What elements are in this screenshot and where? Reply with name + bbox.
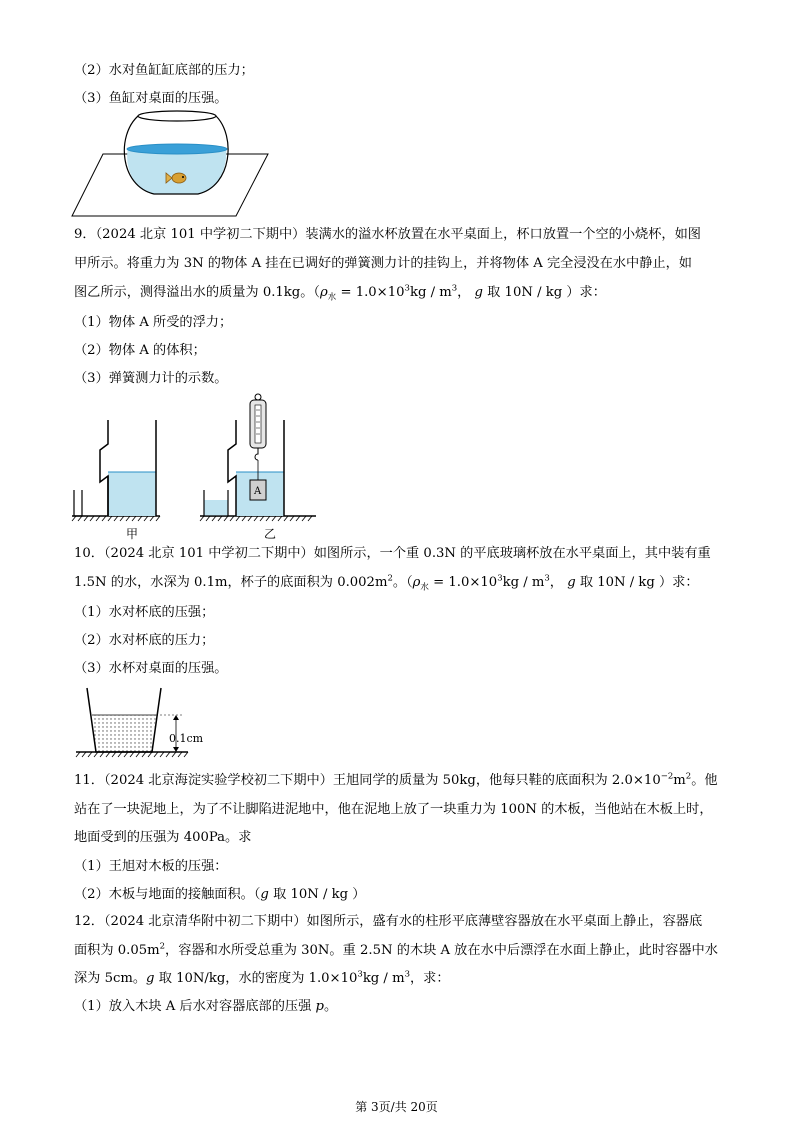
q11-line2: 站在了一块泥地上，为了不让脚陷进泥地中，他在泥地上放了一块重力为 100N 的木板，当他站在木板上时， [74, 802, 713, 817]
q9-line3: 图乙所示，测得溢出水的质量为 0.1kg。（$\rho_水 = 1.0\times 10^3kg / m^3$， g 取 10N / kg ）求： [74, 283, 606, 303]
q12-line3-text: 深为 5cm。 [74, 971, 147, 986]
q12-sub1 [74, 998, 724, 1016]
overflow-cup-figure [68, 392, 320, 544]
q12-sub1-end: 。 [323, 999, 338, 1014]
q10-line2: 1.5N 的水，水深为 0.1m，杯子的底面积为 $0.002m^2$。（$\rho_水 = 1.0\times 10^3kg / m^3$， g 取 10N / kg ）求： [74, 573, 699, 593]
q8-sub3: （3）鱼缸对桌面的压强。 [74, 91, 228, 106]
q11-sub2 [74, 886, 724, 904]
q10-sub2: （2）水对杯底的压力； [74, 633, 215, 648]
q9-sub1: （1）物体 A 所受的浮力； [74, 315, 233, 330]
q10-sub3: （3）水杯对桌面的压强。 [74, 661, 228, 676]
q9-line3-text: 图乙所示，测得溢出水的质量为 0.1kg。（ [74, 285, 320, 300]
glass-figure [70, 682, 220, 762]
q12-p: p [315, 999, 324, 1014]
q10-rho-sub: 水 [420, 582, 429, 593]
q9-unit-exp: 3 [451, 283, 458, 294]
overflow-water [204, 500, 228, 516]
label-a: A [254, 486, 262, 497]
q10-exp2: 2 [387, 573, 393, 584]
q12-line2 [74, 942, 724, 960]
q9-g: g [474, 285, 483, 300]
q12-unit: kg / m [362, 971, 405, 986]
q12-line3 [74, 970, 724, 988]
q11-exp: −2 [660, 771, 674, 782]
water-surface [127, 144, 227, 154]
q12-unit-exp: 3 [404, 969, 410, 980]
q12-line3-b: 取 10N/kg，水的密度为 1.0×10 [154, 971, 358, 986]
q11-line1-end: 。他 [691, 773, 718, 788]
q11-sub2-end: 取 10N / kg ） [268, 887, 366, 902]
q12-line3-end: ，求： [410, 971, 450, 986]
spring-scale-icon [250, 394, 266, 480]
q11-g: g [260, 887, 269, 902]
q12-line2-b: ，容器和水所受总重为 30N。重 2.5N 的木块 A 放在水中后漂浮在水面上静止，此时容器中水 [165, 943, 718, 958]
q11-sub2-text: （2）木板与地面的接触面积。（ [74, 887, 261, 902]
q10-line1: 10．（2024 北京 101 中学初二下期中）如图所示，一个重 0.3N 的平底玻璃杯放在水平桌面上，其中装有重 [74, 546, 711, 561]
q9-unit: kg / m [409, 285, 452, 300]
depth-label: 0.1cm [169, 732, 204, 745]
q9-rho-sub: 水 [327, 292, 337, 303]
page-footer: 第 3页/共 20页 [355, 1100, 438, 1114]
q9-line1: 9．（2024 北京 101 中学初二下期中）装满水的溢水杯放置在水平桌面上，杯口放置一个空的小烧杯，如图 [74, 227, 701, 242]
q10-rho: ρ [412, 575, 421, 590]
q10-g: g [567, 575, 576, 590]
q12-line2-text: 面积为 0.05m [74, 943, 160, 958]
q11-unit-exp: 2 [685, 771, 692, 782]
q9-eq: = 1.0×10 [336, 285, 405, 300]
q10-g-val: 取 10N / kg ）求： [575, 575, 699, 590]
q11-line3: 地面受到的压强为 400Pa。求 [74, 830, 252, 845]
q9-line2: 甲所示。将重力为 3N 的物体 A 挂在已调好的弹簧测力计的挂钩上，并将物体 A 完全浸没在水中静止，如 [74, 256, 692, 271]
glass-water [92, 715, 156, 752]
q9-g-val: 取 10N / kg ）求： [482, 285, 606, 300]
q8-sub2: （2）水对鱼缸缸底部的压力； [74, 63, 254, 78]
label-jia: 甲 [126, 527, 139, 541]
q12-sub1-text: （1）放入木块 A 后水对容器底部的压强 [74, 999, 316, 1014]
q12-exp2: 2 [159, 941, 166, 952]
q9-sub3: （3）弹簧测力计的示数。 [74, 371, 228, 386]
q10-line2-b: 。（ [392, 575, 413, 590]
q10-sub1: （1）水对杯底的压强； [74, 605, 215, 620]
q11-unit: m [673, 773, 686, 788]
q10-unit-exp: 3 [544, 573, 550, 584]
q12-line1: 12．（2024 北京清华附中初二下期中）如图所示，盛有水的柱形平底薄壁容器放在水平桌面上静止，容器底 [74, 914, 703, 929]
fishbowl-figure [68, 108, 272, 220]
q9-exp: 3 [404, 283, 410, 294]
q11-line1-text: 11．（2024 北京海淀实验学校初二下期中）王旭同学的质量为 50kg，他每只鞋的底面积为 2.0×10 [74, 773, 661, 788]
q10-eq: = 1.0×10 [428, 575, 498, 590]
q10-line2-text: 1.5N 的水，水深为 0.1m，杯子的底面积为 0.002m [74, 575, 388, 590]
q11-sub1: （1）王旭对木板的压强： [74, 859, 228, 874]
q12-g: g [146, 971, 155, 986]
bowl-rim [138, 111, 216, 121]
q10-exp: 3 [497, 573, 503, 584]
q11-line1 [74, 772, 724, 790]
q12-exp: 3 [357, 969, 363, 980]
q9-sub2: （2）物体 A 的体积； [74, 343, 206, 358]
label-yi: 乙 [264, 527, 277, 541]
q9-rho: ρ [320, 285, 328, 300]
water-jia [108, 472, 156, 516]
q10-unit: kg / m [502, 575, 545, 590]
